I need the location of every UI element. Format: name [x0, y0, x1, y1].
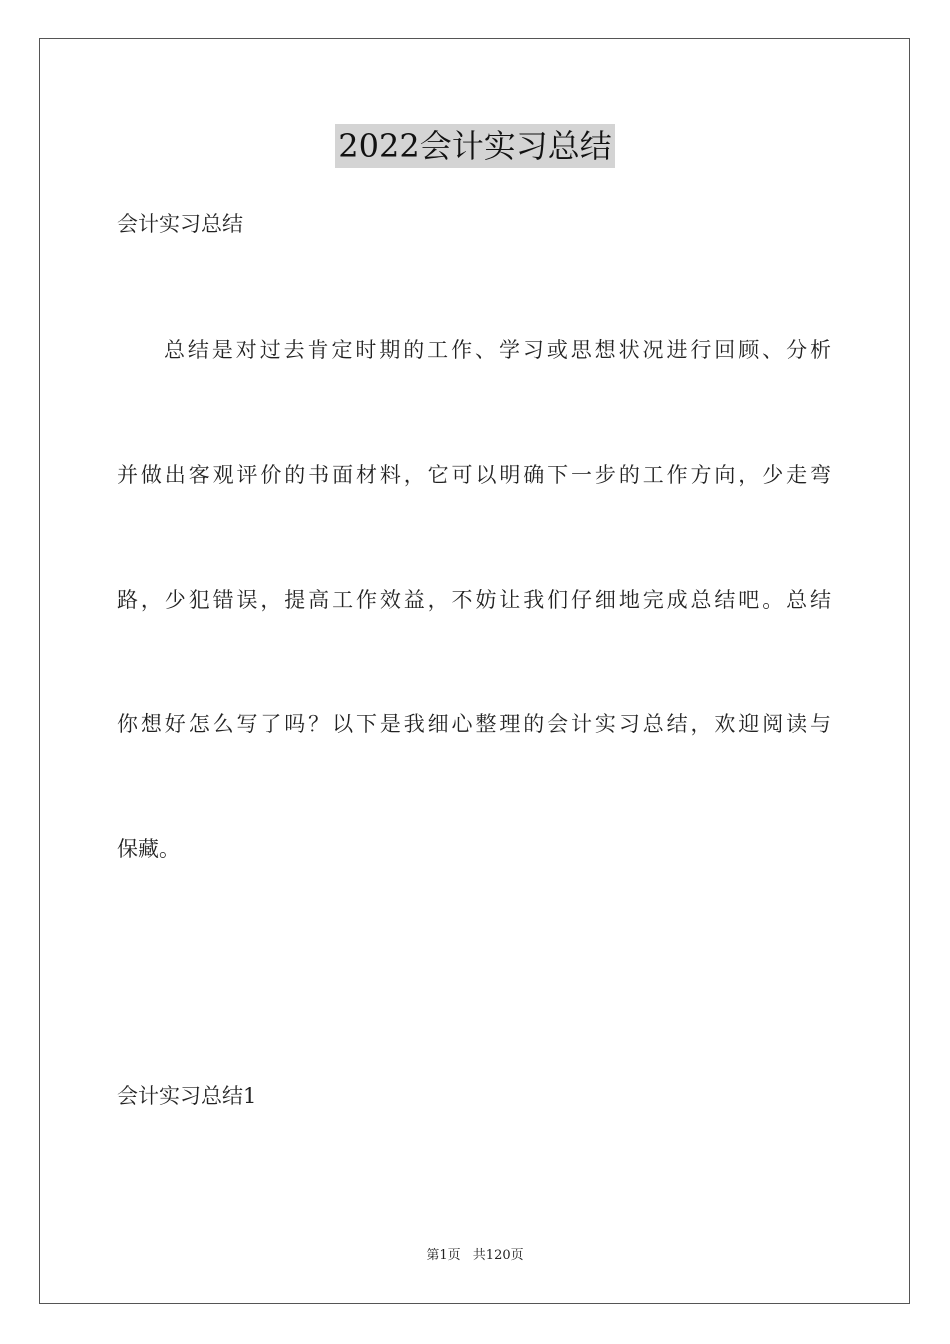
document-title: 2022会计实习总结 [335, 124, 614, 168]
title-container [0, 124, 950, 168]
paragraph-line-4: 你想好怎么写了吗？以下是我细心整理的会计实习总结，欢迎阅读与 [117, 712, 831, 736]
page-number: 第1页 [426, 1248, 461, 1263]
paragraph-line-5: 保藏。 [117, 837, 180, 861]
section-heading: 会计实习总结1 [117, 1084, 257, 1108]
paragraph-line-2: 并做出客观评价的书面材料，它可以明确下一步的工作方向，少走弯 [117, 463, 831, 487]
document-subtitle: 会计实习总结 [117, 212, 243, 236]
page-total: 共120页 [472, 1248, 524, 1263]
page-footer [0, 1247, 950, 1265]
paragraph-line-1: 总结是对过去肯定时期的工作、学习或思想状况进行回顾、分析 [164, 338, 831, 362]
paragraph-line-3: 路，少犯错误，提高工作效益，不妨让我们仔细地完成总结吧。总结 [117, 588, 831, 612]
